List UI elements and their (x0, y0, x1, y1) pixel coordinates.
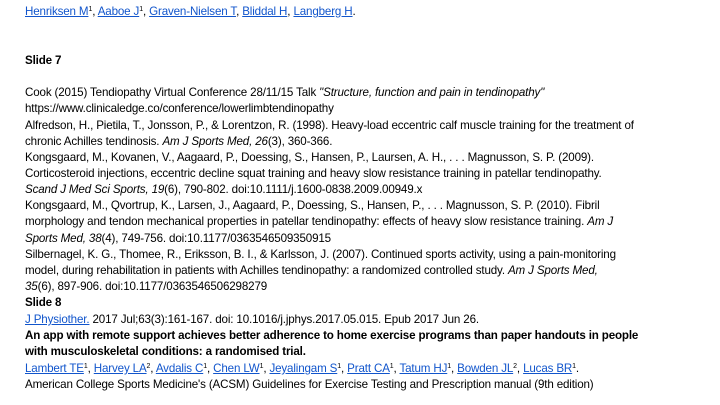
author-separator: , (516, 362, 524, 375)
author-separator: , (92, 5, 98, 18)
kongsgaard-2010-line-3: Sports Med, 38(4), 749-756. doi:10.1177/0363546509350915 (25, 232, 331, 245)
alfredson-reference-line-1: Alfredson, H., Pietila, T., Jonsson, P., & Lorentzon, R. (1998). Heavy-load eccentric calf muscle training for the treatment of (25, 119, 634, 132)
author-link[interactable]: Jeyalingam S (269, 362, 338, 375)
author-separator: , (142, 5, 150, 18)
kongsgaard-2010-line-1: Kongsgaard, M., Qvortrup, K., Larsen, J., Aagaard, P., Doessing, S., Hansen, P., . . . Magnusson, S. P. (2010). Fibril (25, 199, 600, 212)
affiliation-marker: 1 (572, 363, 576, 370)
affiliation-marker: 1 (139, 6, 143, 13)
author-link[interactable]: Pratt CA (347, 362, 390, 375)
article-title-line-1: An app with remote support achieves better adherence to home exercise programs than paper handouts in people (25, 329, 639, 342)
author-separator: , (451, 362, 458, 375)
affiliation-marker: 1 (389, 363, 394, 370)
journal-name: Am J (587, 215, 614, 228)
alfredson-reference-line-2: chronic Achilles tendinosis. Am J Sports Med, 26(3), 360-366. (25, 135, 333, 148)
author-separator: , (287, 5, 294, 18)
conference-url: https://www.clinicaledge.co/conference/lowerlimbtendinopathy (25, 102, 334, 115)
author-link[interactable]: Tatum HJ (399, 362, 448, 375)
journal-name: Scand J Med Sci Sports, 19 (25, 183, 165, 196)
author-link[interactable]: Lucas BR (523, 362, 573, 375)
author-link[interactable]: Avdalis C (155, 362, 204, 375)
author-link[interactable]: Bliddal H (242, 5, 288, 18)
author-link[interactable]: Lambert TE (25, 362, 84, 375)
author-link[interactable]: Chen LW (213, 362, 260, 375)
affiliation-marker: 1 (259, 363, 264, 370)
author-list-slide-8 (25, 361, 579, 376)
journal-name: Am J Sports Med, (507, 264, 598, 277)
cook-reference (25, 85, 544, 100)
cook-text: Cook (2015) Tendiopathy Virtual Conference 28/11/15 Talk (25, 86, 320, 99)
affiliation-marker: 1 (83, 363, 88, 370)
affiliation-marker: 1 (447, 363, 451, 370)
slide-8-heading: Slide 8 (25, 296, 62, 309)
article-title-line-2: with musculoskeletal conditions: a randomised trial. (25, 345, 306, 358)
affiliation-marker: 1 (88, 6, 93, 13)
author-separator: , (341, 362, 348, 375)
kongsgaard-2010-line-2: morphology and tendon mechanical properties in patellar tendinopathy: effects of heavy slow resistance training. Am J (25, 215, 614, 228)
journal-volume: 35 (25, 280, 38, 293)
author-link[interactable]: Bowden JL (457, 362, 514, 375)
author-list-top (25, 4, 356, 19)
author-separator: , (393, 362, 400, 375)
lambert-citation: J Physiother. 2017 Jul;63(3):161-167. doi: 10.1016/j.jphys.2017.05.015. Epub 2017 Jun 26. (25, 313, 479, 326)
silbernagel-line-2: model, during rehabilitation in patients with Achilles tendinopathy: a randomized controlled study. Am J Sports Med, (25, 264, 598, 277)
author-separator: , (87, 362, 94, 375)
author-separator: , (206, 362, 214, 375)
author-separator: , (263, 362, 270, 375)
author-separator: . (575, 362, 579, 375)
affiliation-marker: 1 (203, 363, 207, 370)
affiliation-marker: 2 (513, 363, 517, 370)
journal-name: Am J Sports Med, 26 (162, 135, 268, 148)
author-link[interactable]: Langberg H (293, 5, 353, 18)
author-link[interactable]: Aaboe J (97, 5, 140, 18)
kongsgaard-2009-line-1: Kongsgaard, M., Kovanen, V., Aagaard, P., Doessing, S., Hansen, P., Laursen, A. H., . . . Magnusson, S. P. (2009). (25, 151, 594, 164)
kongsgaard-2009-line-2: Corticosteroid injections, eccentric decline squat training and heavy slow resistance training in patellar tendinopathy. (25, 167, 602, 180)
author-separator: , (150, 362, 156, 375)
author-separator: , (236, 5, 243, 18)
acsm-reference: American College Sports Medicine's (ACSM) Guidelines for Exercise Testing and Prescription manual (9th edition) (25, 378, 594, 391)
author-link[interactable]: Harvey LA (93, 362, 147, 375)
author-link[interactable]: Graven-Nielsen T (149, 5, 237, 18)
silbernagel-line-1: Silbernagel, K. G., Thomee, R., Eriksson, B. I., & Karlsson, J. (2007). Continued sports activity, using a pain-monitoring (25, 248, 616, 261)
silbernagel-line-3: 35(6), 897-906. doi:10.1177/0363546506298279 (25, 280, 268, 293)
kongsgaard-2009-line-3: Scand J Med Sci Sports, 19(6), 790-802. doi:10.1111/j.1600-0838.2009.00949.x (25, 183, 423, 196)
journal-link[interactable]: J Physiother. (25, 313, 90, 326)
author-link[interactable]: Henriksen M (25, 5, 89, 18)
cook-talk-title: "Structure, function and pain in tendinopathy" (319, 86, 545, 99)
author-separator: . (352, 5, 356, 18)
affiliation-marker: 2 (146, 363, 151, 370)
affiliation-marker: 1 (337, 363, 342, 370)
slide-7-heading: Slide 7 (25, 54, 62, 67)
journal-name: Sports Med, 38 (25, 232, 102, 245)
